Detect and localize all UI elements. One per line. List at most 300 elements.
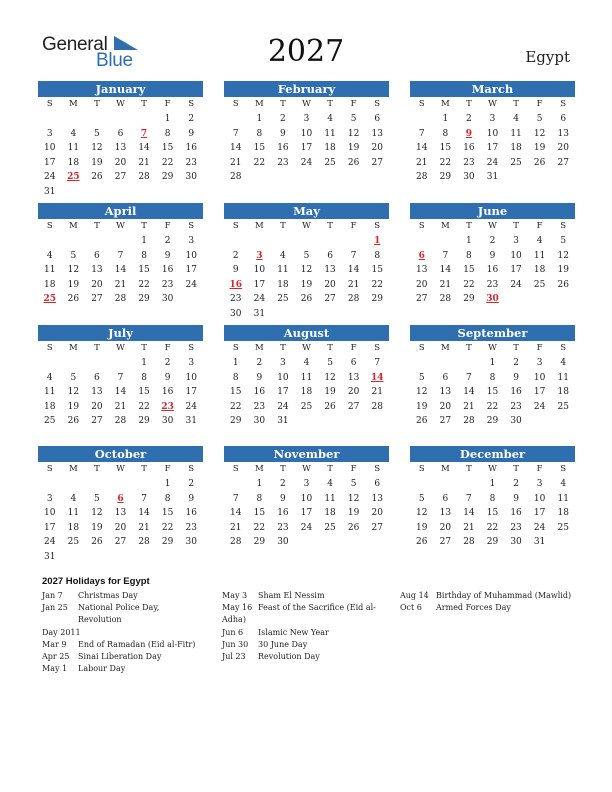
- month-header: December: [410, 446, 575, 462]
- holiday-day-cell: 14: [370, 372, 384, 383]
- holiday-date: May 1: [42, 664, 68, 674]
- day-cell: 7: [466, 372, 472, 383]
- day-cell: 11: [67, 508, 80, 519]
- weekday-label: T: [513, 464, 519, 474]
- day-cell: 16: [463, 143, 475, 154]
- day-cell: 2: [232, 250, 239, 261]
- day-cell: 27: [439, 537, 452, 548]
- day-cell: 14: [230, 508, 242, 519]
- weekday-label: F: [536, 343, 543, 353]
- weekday-label: S: [232, 221, 239, 231]
- day-cell: 6: [374, 114, 381, 124]
- weekday-label: W: [116, 99, 125, 109]
- day-cell: 22: [486, 522, 499, 533]
- day-cell: 2: [280, 479, 286, 489]
- day-cell: 13: [439, 387, 452, 398]
- weekday-label: T: [94, 221, 100, 231]
- weekday-label: W: [116, 464, 125, 474]
- day-cell: 23: [277, 157, 289, 168]
- empty-cell: [62, 477, 86, 492]
- day-cell: 1: [164, 114, 171, 124]
- day-cell: 12: [533, 128, 546, 139]
- day-cell: 5: [327, 358, 333, 368]
- day-cell: 23: [510, 522, 522, 533]
- weekday-label: T: [94, 343, 100, 353]
- empty-cell: [38, 234, 62, 249]
- holiday-date: Apr 25: [42, 652, 70, 662]
- holiday-date: Jan 25: [42, 603, 68, 613]
- weekday-label: T: [141, 221, 147, 231]
- day-cell: 30: [185, 172, 197, 183]
- day-cell: 21: [230, 522, 242, 533]
- weekday-label: F: [350, 99, 357, 109]
- day-cell: 21: [114, 279, 127, 290]
- day-cell: 14: [463, 508, 475, 519]
- day-cell: 21: [439, 279, 452, 290]
- day-cell: 30: [510, 416, 522, 427]
- holiday-day-cell: 6: [117, 493, 124, 504]
- day-grid: [224, 462, 389, 550]
- weekday-label: M: [68, 99, 78, 109]
- day-cell: 11: [324, 128, 336, 139]
- day-cell: 5: [70, 250, 77, 261]
- day-cell: 1: [442, 114, 449, 124]
- holiday-entry: [400, 590, 578, 602]
- day-cell: 3: [188, 236, 195, 246]
- day-cell: 10: [185, 372, 197, 383]
- holiday-date: Jan 7: [42, 591, 63, 600]
- empty-cell: [62, 234, 86, 249]
- day-cell: 11: [510, 128, 522, 139]
- weekday-label: T: [327, 221, 333, 231]
- weekday-label: S: [374, 221, 381, 231]
- weekday-label: F: [536, 99, 543, 109]
- weekday-label: S: [232, 343, 239, 353]
- day-cell: 12: [347, 493, 360, 504]
- day-cell: 30: [463, 172, 475, 183]
- day-cell: 29: [253, 537, 266, 548]
- holiday-name: Labour Day: [78, 664, 126, 674]
- day-cell: 12: [557, 250, 569, 261]
- day-cell: 11: [533, 250, 546, 261]
- empty-cell: [434, 234, 458, 249]
- holiday-entry: [222, 639, 384, 651]
- day-cell: 2: [164, 236, 171, 246]
- day-cell: 4: [327, 114, 333, 124]
- day-cell: 9: [164, 250, 171, 261]
- day-cell: 23: [253, 401, 266, 412]
- weekday-label: W: [302, 221, 311, 231]
- day-cell: 19: [67, 401, 80, 412]
- day-cell: 23: [510, 401, 522, 412]
- weekday-label: W: [488, 464, 497, 474]
- month-february: [224, 81, 389, 185]
- weekday-label: S: [418, 343, 425, 353]
- holiday-date: Oct 6: [400, 603, 422, 613]
- holiday-name: National Police Day, Revolution: [78, 603, 160, 625]
- weekday-label: M: [254, 343, 264, 353]
- day-cell: 18: [277, 279, 289, 290]
- holiday-day-cell: 1: [374, 236, 381, 246]
- holiday-day-cell: 6: [418, 250, 425, 261]
- weekday-label: W: [488, 99, 497, 109]
- day-cell: 31: [44, 186, 56, 197]
- holiday-name: 30 June Day: [258, 639, 308, 649]
- day-cell: 21: [230, 157, 242, 168]
- day-cell: 21: [138, 157, 150, 168]
- day-cell: 12: [67, 387, 80, 398]
- holiday-day-cell: 7: [140, 128, 148, 139]
- holiday-name: End of Ramadan (Eid al-Fitr): [78, 639, 196, 649]
- day-cell: 13: [347, 372, 360, 383]
- day-cell: 7: [117, 372, 124, 383]
- day-cell: 24: [44, 172, 56, 183]
- month-september: [410, 325, 575, 429]
- month-header: July: [38, 325, 203, 341]
- weekday-label: M: [440, 464, 450, 474]
- month-header: April: [38, 203, 203, 219]
- day-cell: 16: [161, 265, 174, 276]
- day-cell: 25: [533, 279, 546, 290]
- day-cell: 21: [416, 157, 428, 168]
- day-cell: 8: [164, 128, 171, 139]
- day-cell: 24: [300, 157, 313, 168]
- day-cell: 17: [300, 143, 313, 154]
- day-grid: [38, 219, 203, 307]
- weekday-label: S: [560, 99, 567, 109]
- day-cell: 20: [371, 508, 383, 519]
- weekday-label: S: [188, 221, 195, 231]
- day-cell: 10: [486, 128, 499, 139]
- day-cell: 30: [253, 416, 266, 427]
- day-cell: 11: [557, 493, 569, 504]
- day-cell: 4: [327, 479, 333, 489]
- weekday-label: T: [466, 464, 472, 474]
- day-cell: 2: [513, 358, 519, 368]
- day-cell: 16: [510, 508, 522, 519]
- weekday-label: W: [488, 343, 497, 353]
- empty-cell: [62, 112, 86, 127]
- weekday-label: S: [374, 99, 381, 109]
- day-cell: 6: [94, 372, 100, 383]
- day-cell: 16: [277, 508, 289, 519]
- day-cell: 27: [371, 157, 383, 168]
- day-cell: 29: [230, 416, 242, 427]
- day-cell: 16: [253, 387, 266, 398]
- weekday-label: S: [46, 221, 53, 231]
- day-cell: 20: [91, 401, 103, 412]
- day-cell: 13: [91, 265, 103, 276]
- day-cell: 11: [324, 493, 336, 504]
- empty-cell: [248, 234, 272, 249]
- day-cell: 14: [463, 387, 475, 398]
- day-cell: 24: [253, 294, 266, 305]
- day-cell: 6: [374, 479, 381, 489]
- month-august: [224, 325, 389, 429]
- day-cell: 3: [46, 493, 53, 504]
- day-cell: 10: [44, 143, 56, 154]
- day-cell: 2: [280, 114, 286, 124]
- day-cell: 6: [117, 128, 124, 139]
- day-cell: 18: [557, 508, 569, 519]
- day-cell: 27: [91, 294, 103, 305]
- day-grid: [410, 462, 575, 550]
- day-cell: 7: [466, 493, 472, 504]
- day-cell: 4: [560, 358, 567, 368]
- day-cell: 26: [91, 537, 103, 548]
- day-cell: 25: [557, 522, 569, 533]
- holiday-entry: [42, 639, 204, 651]
- day-cell: 27: [324, 294, 336, 305]
- day-cell: 7: [232, 493, 239, 504]
- day-cell: 21: [463, 522, 475, 533]
- day-cell: 13: [371, 128, 383, 139]
- day-cell: 5: [536, 114, 543, 124]
- day-cell: 12: [347, 128, 360, 139]
- empty-cell: [85, 477, 109, 492]
- day-grid: [38, 97, 203, 200]
- day-cell: 30: [277, 537, 289, 548]
- weekday-label: T: [513, 99, 519, 109]
- day-cell: 14: [230, 143, 242, 154]
- day-cell: 29: [463, 294, 475, 305]
- weekday-label: W: [302, 343, 311, 353]
- day-grid: [224, 97, 389, 185]
- day-cell: 31: [185, 416, 197, 427]
- day-grid: [38, 462, 203, 565]
- day-cell: 20: [347, 387, 360, 398]
- weekday-label: T: [513, 221, 519, 231]
- empty-cell: [109, 477, 133, 492]
- day-cell: 27: [439, 416, 452, 427]
- day-cell: 29: [138, 294, 150, 305]
- day-cell: 11: [277, 265, 289, 276]
- month-header: May: [224, 203, 389, 219]
- day-cell: 10: [510, 250, 522, 261]
- day-cell: 8: [141, 372, 147, 383]
- weekday-label: S: [46, 464, 53, 474]
- day-cell: 2: [188, 114, 195, 124]
- day-cell: 9: [164, 372, 171, 383]
- day-cell: 4: [513, 114, 519, 124]
- day-cell: 21: [347, 279, 360, 290]
- holiday-date: May 3: [222, 591, 248, 600]
- day-cell: 18: [510, 143, 522, 154]
- month-may: [224, 203, 389, 322]
- day-cell: 26: [91, 172, 103, 183]
- day-cell: 26: [347, 522, 360, 533]
- day-cell: 14: [138, 143, 150, 154]
- day-cell: 12: [67, 265, 80, 276]
- day-cell: 23: [486, 279, 499, 290]
- holiday-date: Mar 9: [42, 639, 67, 649]
- weekday-label: T: [280, 99, 286, 109]
- day-cell: 9: [489, 250, 496, 261]
- holiday-column: [42, 590, 204, 675]
- day-cell: 17: [185, 265, 197, 276]
- logo-text-general: General: [42, 34, 108, 55]
- day-cell: 20: [114, 157, 127, 168]
- weekday-label: S: [560, 221, 567, 231]
- day-cell: 18: [67, 522, 80, 533]
- empty-cell: [109, 356, 133, 371]
- day-cell: 27: [91, 416, 103, 427]
- day-cell: 20: [324, 279, 336, 290]
- day-cell: 9: [188, 128, 195, 139]
- day-cell: 25: [324, 522, 336, 533]
- day-cell: 19: [416, 401, 428, 412]
- day-cell: 14: [114, 387, 127, 398]
- holiday-name: Sham El Nessim: [258, 591, 325, 600]
- holiday-day-cell: 23: [161, 401, 174, 412]
- weekday-label: S: [232, 99, 239, 109]
- weekday-label: M: [254, 99, 264, 109]
- day-cell: 12: [416, 508, 428, 519]
- day-cell: 14: [416, 143, 428, 154]
- weekday-label: W: [116, 221, 125, 231]
- day-cell: 28: [416, 172, 428, 183]
- day-cell: 4: [46, 372, 53, 383]
- day-cell: 8: [442, 128, 449, 139]
- month-july: [38, 325, 203, 429]
- holiday-entry: [42, 602, 204, 626]
- day-cell: 14: [114, 265, 127, 276]
- weekday-label: F: [350, 221, 357, 231]
- country-name: Egypt: [525, 48, 570, 66]
- day-cell: 1: [489, 479, 496, 489]
- day-cell: 20: [114, 522, 127, 533]
- month-header: June: [410, 203, 575, 219]
- day-cell: 6: [327, 250, 333, 261]
- day-cell: 19: [347, 508, 360, 519]
- day-cell: 17: [253, 279, 266, 290]
- day-cell: 17: [44, 522, 56, 533]
- holiday-date: May 16: [222, 603, 253, 613]
- day-cell: 24: [44, 537, 56, 548]
- day-grid: [410, 219, 575, 307]
- day-cell: 9: [280, 128, 286, 139]
- day-cell: 25: [300, 401, 313, 412]
- day-cell: 24: [300, 522, 313, 533]
- day-cell: 5: [350, 114, 357, 124]
- month-header: October: [38, 446, 203, 462]
- empty-cell: [85, 356, 109, 371]
- day-cell: 9: [232, 265, 239, 276]
- holiday-day-cell: 25: [67, 172, 80, 183]
- day-cell: 15: [230, 387, 242, 398]
- day-cell: 31: [277, 416, 289, 427]
- day-cell: 27: [416, 294, 428, 305]
- day-cell: 12: [91, 508, 103, 519]
- month-december: [410, 446, 575, 550]
- day-cell: 27: [114, 537, 127, 548]
- day-cell: 13: [557, 128, 569, 139]
- day-cell: 31: [486, 172, 499, 183]
- day-cell: 15: [486, 387, 499, 398]
- weekday-label: F: [350, 343, 357, 353]
- empty-cell: [457, 356, 481, 371]
- day-cell: 22: [230, 401, 242, 412]
- weekday-label: S: [188, 343, 195, 353]
- empty-cell: [410, 112, 434, 127]
- holiday-entry: [222, 590, 384, 602]
- weekday-label: T: [327, 99, 333, 109]
- day-cell: 28: [463, 537, 475, 548]
- day-cell: 9: [256, 372, 263, 383]
- day-cell: 8: [489, 493, 496, 504]
- day-cell: 31: [44, 551, 56, 562]
- day-cell: 15: [463, 265, 475, 276]
- day-cell: 30: [161, 416, 174, 427]
- holiday-entry: [42, 663, 204, 675]
- day-cell: 20: [91, 279, 103, 290]
- empty-cell: [224, 234, 248, 249]
- weekday-label: T: [466, 221, 472, 231]
- day-cell: 5: [350, 479, 357, 489]
- day-cell: 24: [533, 401, 546, 412]
- weekday-label: F: [536, 464, 543, 474]
- weekday-label: W: [302, 99, 311, 109]
- weekday-label: S: [560, 464, 567, 474]
- day-cell: 24: [510, 279, 522, 290]
- day-cell: 22: [253, 157, 266, 168]
- day-cell: 16: [486, 265, 499, 276]
- month-header: August: [224, 325, 389, 341]
- day-cell: 12: [300, 265, 313, 276]
- weekday-label: F: [350, 464, 357, 474]
- day-cell: 13: [91, 387, 103, 398]
- day-cell: 16: [185, 143, 197, 154]
- day-cell: 29: [161, 537, 174, 548]
- holiday-entry: [42, 627, 204, 639]
- day-cell: 4: [70, 128, 77, 139]
- weekday-label: S: [232, 464, 239, 474]
- empty-cell: [434, 477, 458, 492]
- day-cell: 16: [277, 143, 289, 154]
- day-cell: 3: [536, 479, 543, 489]
- day-cell: 28: [114, 416, 127, 427]
- day-cell: 22: [371, 279, 383, 290]
- day-cell: 17: [300, 508, 313, 519]
- day-cell: 25: [324, 157, 336, 168]
- day-grid: [224, 219, 389, 322]
- day-cell: 19: [416, 522, 428, 533]
- day-cell: 27: [114, 172, 127, 183]
- day-cell: 16: [185, 508, 197, 519]
- day-cell: 9: [188, 493, 195, 504]
- month-march: [410, 81, 575, 185]
- day-cell: 20: [439, 522, 452, 533]
- month-june: [410, 203, 575, 307]
- holiday-entry: [222, 651, 384, 663]
- day-cell: 22: [161, 522, 174, 533]
- day-cell: 8: [256, 128, 263, 139]
- day-cell: 7: [374, 358, 381, 368]
- weekday-label: F: [164, 99, 171, 109]
- day-cell: 23: [161, 279, 174, 290]
- holiday-day-cell: 25: [43, 294, 57, 305]
- day-cell: 19: [300, 279, 313, 290]
- empty-cell: [85, 234, 109, 249]
- day-cell: 28: [347, 294, 360, 305]
- day-cell: 18: [300, 387, 313, 398]
- day-cell: 8: [374, 250, 381, 261]
- day-cell: 5: [560, 236, 567, 246]
- day-cell: 30: [510, 537, 522, 548]
- holiday-entry: [222, 614, 384, 626]
- day-cell: 22: [161, 157, 174, 168]
- day-cell: 3: [513, 236, 519, 246]
